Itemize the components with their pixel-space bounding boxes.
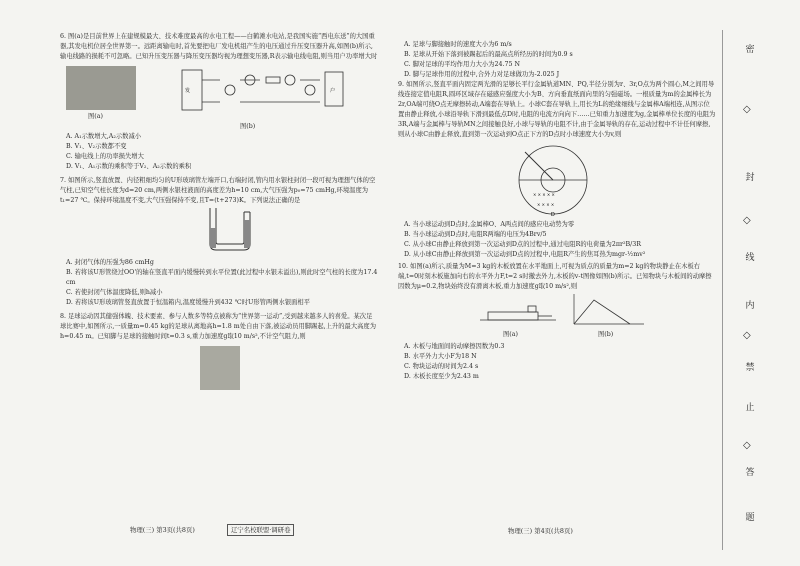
q10-option-a: A. 木板与地面间的动摩擦因数为0.3 — [404, 343, 505, 350]
transmission-circuit — [180, 62, 350, 124]
q10-option-b: B. 水平外力大小F为18 N — [404, 353, 477, 360]
dam-photo — [66, 66, 136, 110]
question-9 — [398, 80, 716, 260]
q9-option-c: C. 从小球C由静止释放到第一次运动到D点的过程中,通过电阻R的电荷量为2πr²B/3R — [404, 241, 641, 248]
alliance-stamp: 辽宁名校联盟·调研卷 — [227, 524, 295, 536]
question-10 — [398, 262, 716, 382]
right-footer — [508, 526, 573, 536]
seal-char-2: 封 — [745, 173, 755, 183]
seal-char-4: 内 — [745, 301, 755, 311]
q8-option-a: A. 足球与脚接触时的速度大小为6 m/s — [404, 41, 512, 48]
question-7 — [60, 176, 378, 308]
diamond-icon: ◇ — [743, 104, 751, 115]
seal-char-5: 禁 — [745, 363, 755, 373]
q8-option-b: B. 足球从开始下落到被踢起后的最高点所经历的时间为0.9 s — [404, 51, 573, 58]
q6-option-a: A. A₁示数增大,A₂示数减小 — [66, 133, 142, 140]
seal-char-6: 止 — [745, 403, 755, 413]
q8-option-d: D. 脚与足球作用的过程中,合外力对足球做功为-2.025 J — [404, 71, 560, 78]
q7-option-d: D. 若将该U形玻璃管竖直放置于恒温箱内,温度缓慢升到432 ℃时U形管两侧水银面相平 — [66, 299, 311, 306]
q6-fig-b-label: 图(b) — [240, 123, 256, 130]
q10-stem: 10. 如图(a)所示,质量为M=3 kg的木板放置在水平地面上,可视为质点的质量为m=2 kg的物块静止在木板右端,t=0时刻木板施加向右的水平外力F,t=2 s时撤去外力,木板的v-t图像如图(b)所示。已知物块与木板间的动摩擦因数为μ=0.2,物块始终没有滑离木板,重力加速度g取10 m/s²,则 — [398, 263, 712, 290]
q9-stem: 9. 如图所示,竖直平面内固定两光滑的足够长平行金属轨道MN、PQ,半径分别为r、3r,O点为两个圆心,M之间用导线连接定值电阻R,圆环区域存在磁感应强度大小为B、方向垂直纸面向里的匀强磁场。一根质量为m的金属棒长为2r,OA端可绕O点无摩擦转动,A端套在导轨上。小球C套在导轨上,用长为L的绝缘细线与金属棒A端相连,从图示位置由静止释放,小球沿导轨下滑到最低点D时,电阻的电流方向向下……已知重力加速度为g,金属棒单位长度的电阻为3R,A端与金属棒与导轨MN之间接触良好,小球与导轨的电阻不计,由于金属导轨的存在,运动过程中不计任何摩擦,则从小球C由静止释放,直到第一次运动到O点正下方的D点时小球速度大小为v,则 — [398, 81, 716, 138]
q6-option-c: C. 输电线上的功率损失增大 — [66, 153, 144, 160]
q10-fig-a-label: 图(a) — [503, 331, 518, 338]
right-page — [398, 20, 716, 550]
vt-graph — [568, 292, 648, 330]
q9-option-a: A. 当小球运动到D点时,金属棒O、A两点间的感应电动势为零 — [404, 221, 575, 228]
q6-option-b: B. V₁、V₂示数都不变 — [66, 143, 127, 150]
q10-option-d: D. 木板长度至少为2.43 m — [404, 373, 479, 380]
football-photo — [200, 346, 240, 390]
q8-stem: 8. 足球运动因其健强体魄、技术要素、参与人数多等特点被称为“世界第一运动”,受到越来越多人的喜爱。某次足球比赛中,如图所示,一质量m=0.45 kg的足球从离地高h=1.8 m处自由下落,被运动员用脚踢起,上升的最大高度为h=0.45 m。已知脚与足球的接触时间t=0.3 s,重力加速度g取10 m/s²,不计空气阻力,则 — [60, 313, 377, 340]
question-6 — [60, 32, 378, 172]
left-page-number: 物理(三) 第3页(共8页) — [130, 526, 195, 534]
board-block-figure — [478, 296, 558, 326]
q6-stem: 6. 图(a)是目前世界上在建规模最大、技术难度最高的水电工程——白鹤滩水电站,是我国实施“西电东送”的大国重器,其发电机位居全世界第一。远距离输电时,首先要把电厂发电机组产生的电压通过升压变压器升高,如图(b)所示,输电线路的损耗不可忽略。已知升压变压器与降压变压器均视为理想变压器,R表示输电线电阻,则当用户功率增大时 — [60, 33, 378, 60]
svg-text:× × × × ×: × × × × × — [533, 192, 555, 197]
q9-option-d: D. 从小球C由静止释放到第一次运动到D点的过程中,电阻R产生的焦耳热为mgr-½mv² — [404, 251, 646, 258]
left-footer — [130, 524, 294, 536]
question-8 — [60, 312, 378, 390]
q9-option-b: B. 当小球运动到D点时,电阻R两端的电压为4Brv/5 — [404, 231, 547, 238]
svg-text:发: 发 — [185, 88, 191, 94]
ring-track-figure — [503, 140, 603, 216]
q7-stem: 7. 如图所示,竖直放置、内径粗细均匀的U形玻璃管左端开口,右端封闭,管内用水银柱封闭一段可视为理想气体的空气柱,已知空气柱长度为d=20 cm,两侧水银柱液面的高度差为h=10 cm,大气压强为p₀=75 cmHg,环境温度为t₁=27 ℃。保持环境温度不变,大气压强保持不变,且T=(t+273)K。下列说法正确的是 — [60, 177, 376, 204]
seal-line-strip — [722, 30, 781, 550]
q7-option-c: C. 若使封闭气体温度降低,则h减小 — [66, 289, 163, 296]
q10-fig-b-label: 图(b) — [598, 331, 614, 338]
q7-option-a: A. 封闭气体的压强为86 cmHg — [66, 259, 154, 266]
svg-text:户: 户 — [330, 88, 336, 94]
q6-option-d: D. V₁、A₁示数的乘积等于V₂、A₂示数的乘积 — [66, 163, 192, 170]
diamond-icon: ◇ — [743, 215, 751, 226]
q8-continued — [398, 40, 716, 80]
diamond-icon: ◇ — [743, 440, 751, 451]
seal-char-3: 线 — [745, 253, 755, 263]
q8-option-c: C. 脚对足球的平均作用力大小为24.75 N — [404, 61, 520, 68]
q6-figures — [60, 62, 378, 132]
seal-char-8: 题 — [745, 513, 755, 523]
u-tube-figure — [200, 206, 260, 254]
left-page — [60, 20, 378, 550]
seal-char-1: 密 — [745, 45, 755, 55]
svg-text:D: D — [551, 212, 555, 216]
q10-figures — [398, 292, 716, 342]
diamond-icon: ◇ — [743, 330, 751, 341]
svg-text:× × × ×: × × × × — [537, 202, 555, 207]
seal-char-7: 答 — [745, 468, 755, 478]
q10-option-c: C. 物块运动的时间为2.4 s — [404, 363, 479, 370]
right-page-number: 物理(三) 第4页(共8页) — [508, 527, 573, 535]
q7-option-b: B. 若将该U形管绕过OO'的轴在竖直平面内缓慢转到水平位置(此过程中水银未溢出),则此时空气柱的长度为17.4 cm — [66, 269, 378, 286]
q6-fig-a-label: 图(a) — [88, 113, 103, 120]
